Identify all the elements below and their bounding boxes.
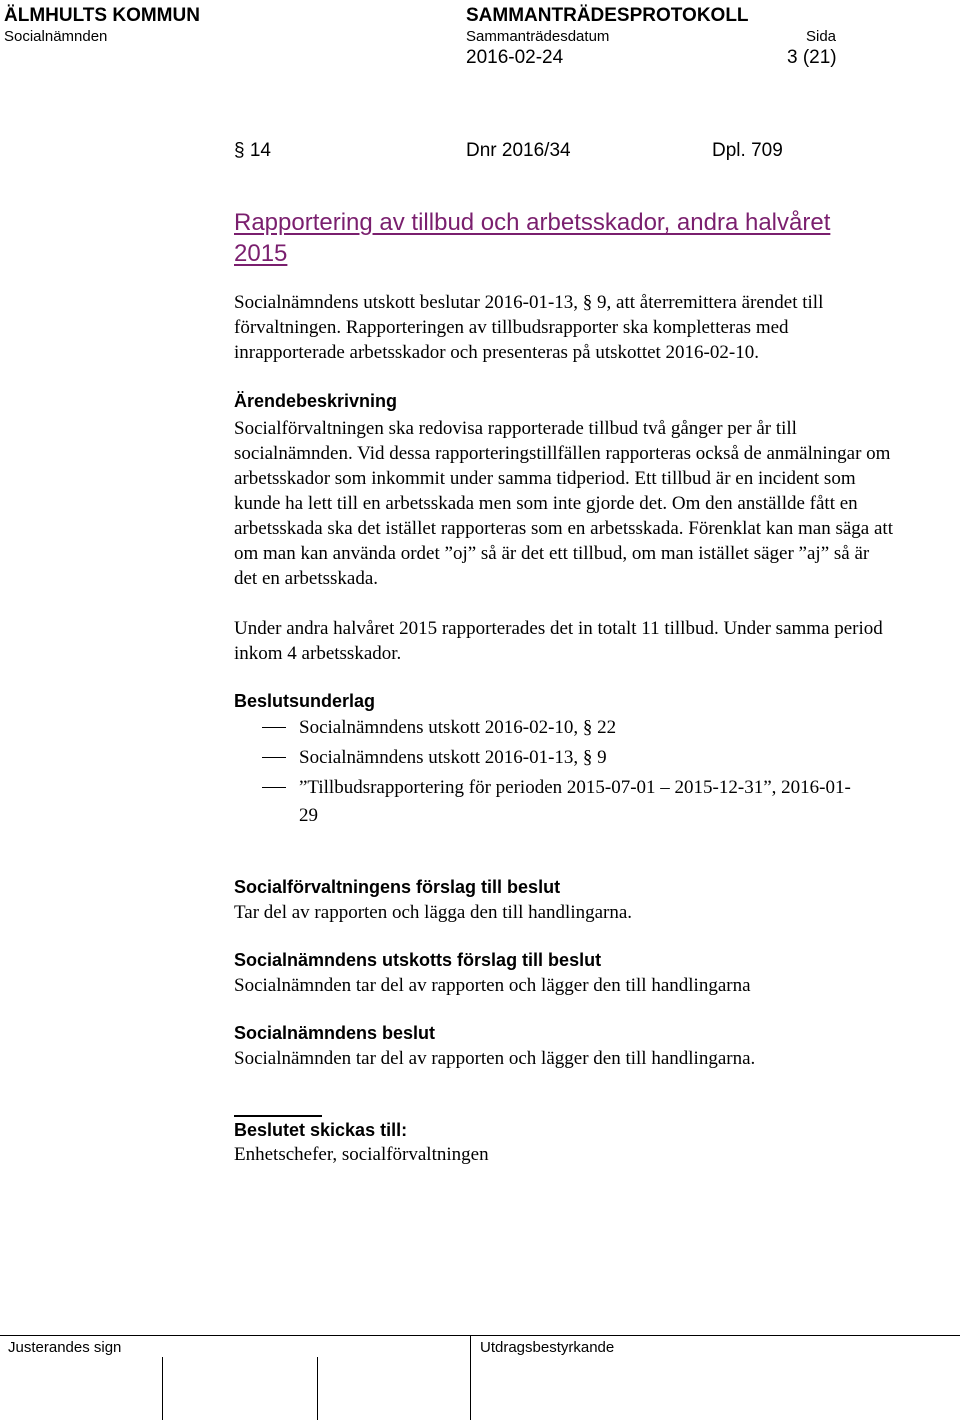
decision-heading: Socialnämndens beslut xyxy=(234,1023,436,1043)
signature-box-line xyxy=(162,1357,163,1420)
committee-proposal-text: Socialnämnden tar del av rapporten och lägger den till handlingarna xyxy=(234,975,751,996)
extract-certification-label: Utdragsbestyrkande xyxy=(480,1339,615,1356)
dpl-number: Dpl. 709 xyxy=(712,140,783,161)
department-name: Socialnämnden xyxy=(4,28,108,45)
basis-item: Socialnämndens utskott 2016-02-10, § 22 xyxy=(262,714,902,742)
sent-to-heading: Beslutet skickas till: xyxy=(234,1120,408,1140)
admin-proposal-heading: Socialförvaltningens förslag till beslut xyxy=(234,877,561,897)
meeting-date: 2016-02-24 xyxy=(466,47,564,68)
basis-item: ”Tillbudsrapportering för perioden 2015-07-01 – 2015-12-31”, 2016-01-29 xyxy=(262,774,862,830)
committee-proposal-heading: Socialnämndens utskotts förslag till beslut xyxy=(234,950,602,970)
admin-proposal-text: Tar del av rapporten och lägga den till handlingarna. xyxy=(234,902,633,923)
intro-paragraph: Socialnämndens utskott beslutar 2016-01-13, § 9, att återremittera ärendet till förvaltningen. Rapporteringen av tillbudsrapporter ska kompletteras med inrapporterade arbetsskador och presenteras på utskottet 2016-02-10. xyxy=(234,292,824,363)
item-title: Rapportering av tillbud och arbetsskador, andra halvåret 2015 xyxy=(234,209,831,267)
paragraph-number: § 14 xyxy=(234,140,271,161)
dash-bullet xyxy=(262,787,286,788)
organization-name: ÄLMHULTS KOMMUN xyxy=(4,5,200,26)
footer-rule xyxy=(0,1335,960,1336)
basis-item: Socialnämndens utskott 2016-01-13, § 9 xyxy=(262,744,902,772)
basis-heading: Beslutsunderlag xyxy=(234,691,376,711)
page-label: Sida xyxy=(806,28,837,45)
signature-label: Justerandes sign xyxy=(8,1339,122,1356)
decision-text: Socialnämnden tar del av rapporten och lägger den till handlingarna. xyxy=(234,1048,756,1069)
sent-to-text: Enhetschefer, socialförvaltningen xyxy=(234,1144,489,1165)
description-body: Socialförvaltningen ska redovisa rapporterade tillbud två gånger per år till socialnämnden. Vid dessa rapporteringstillfällen rapporteras också de anmälningar om arbetsskador som inkommit under samma tidperiod. Ett tillbud är en incident som kunde ha lett till en arbetsskada men som inte gjorde det. Om den anställde fått en arbetsskada ska det istället rapporteras som en arbetsskada. Förenklat kan man säga att om man kan använda ordet ”oj” så är det ett tillbud, om man istället säger ”aj” så är det en arbetsskada. xyxy=(234,418,893,589)
document-type: SAMMANTRÄDESPROTOKOLL xyxy=(466,5,749,26)
meeting-date-label: Sammanträdesdatum xyxy=(466,28,610,45)
dash-bullet xyxy=(262,757,286,758)
dash-bullet xyxy=(262,727,286,728)
description-summary: Under andra halvåret 2015 rapporterades det in totalt 11 tillbud. Under samma period inkom 4 arbetsskador. xyxy=(234,618,883,664)
separator-line xyxy=(234,1115,322,1117)
dnr-number: Dnr 2016/34 xyxy=(466,140,571,161)
description-heading: Ärendebeskrivning xyxy=(234,391,398,411)
page-number: 3 (21) xyxy=(787,47,837,68)
signature-box-line xyxy=(317,1357,318,1420)
footer-divider xyxy=(470,1335,471,1420)
